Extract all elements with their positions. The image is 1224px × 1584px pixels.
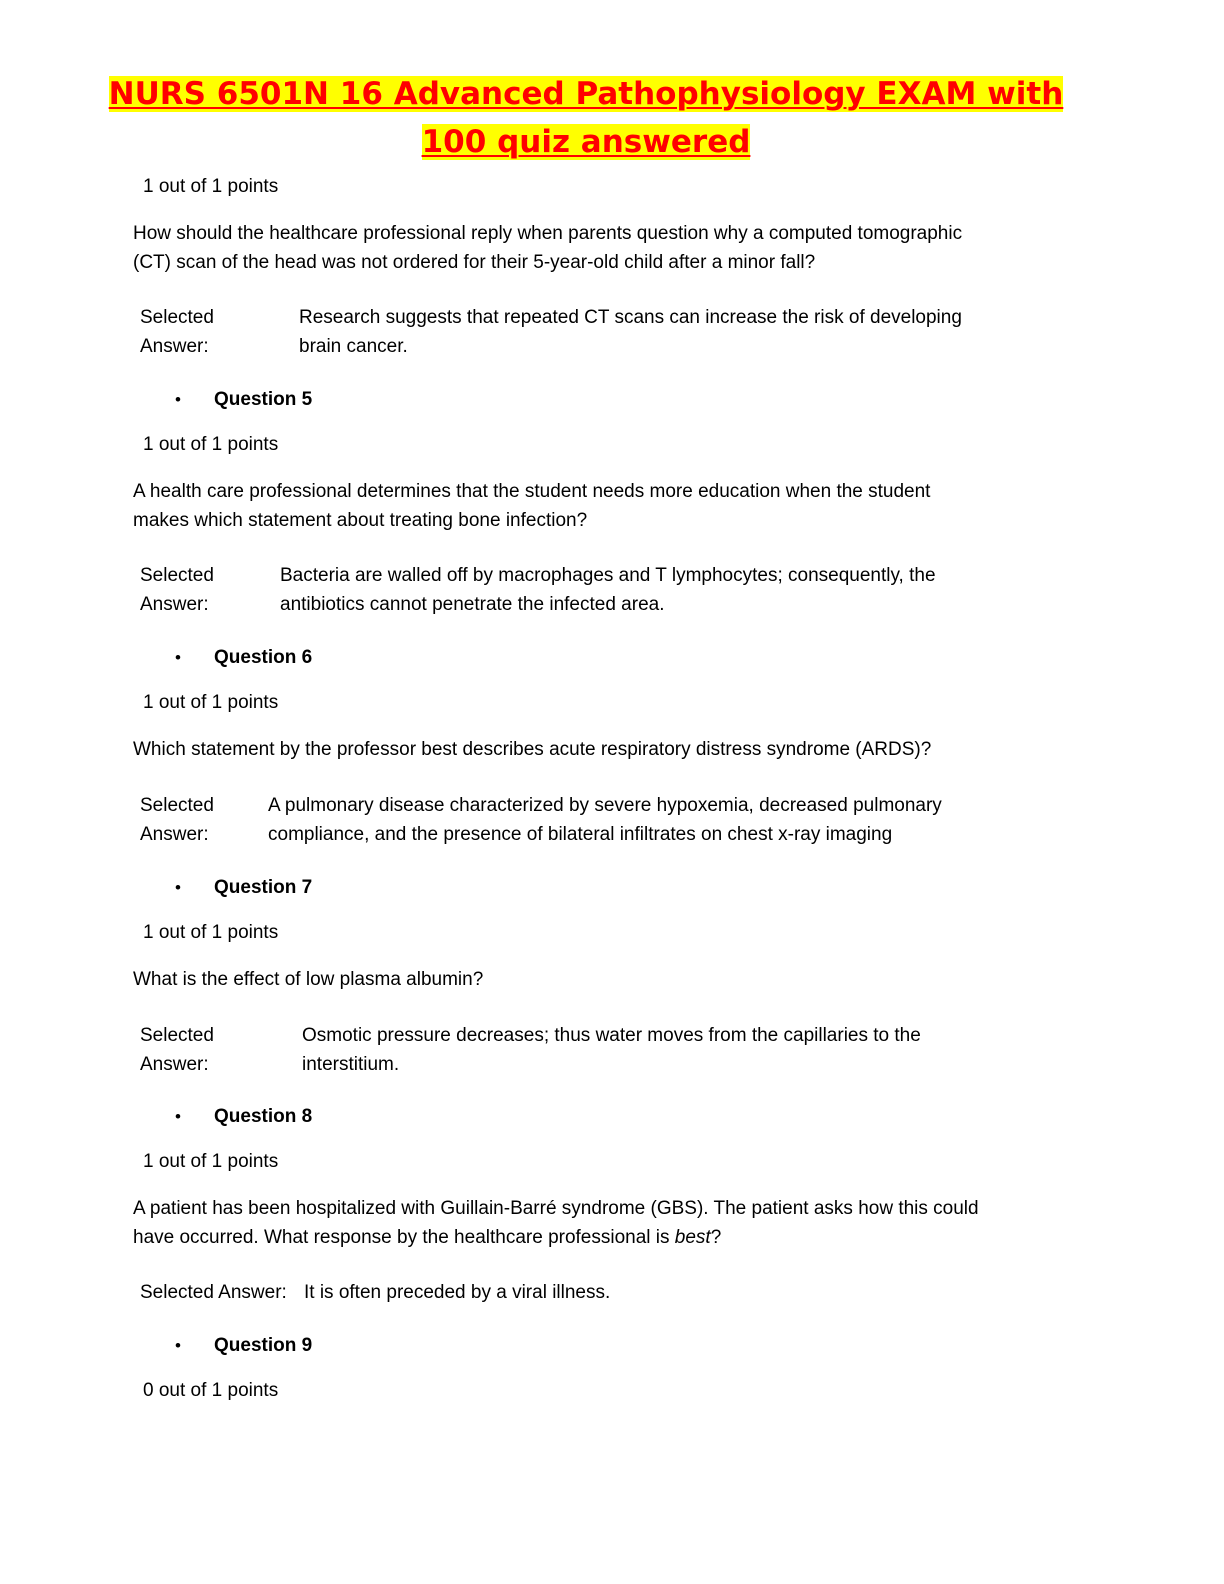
question-heading: Question 8: [214, 1106, 313, 1127]
selected-answer-label: Selected: [140, 795, 214, 816]
question-text-line: How should the healthcare professional reply when parents question why a computed tomographic: [133, 223, 963, 244]
question-text-line: What is the effect of low plasma albumin?: [133, 969, 484, 990]
selected-answer-text: compliance, and the presence of bilateral infiltrates on chest x-ray imaging: [268, 824, 893, 845]
bullet-icon: •: [175, 390, 181, 409]
title-line-1: NURS 6501N 16 Advanced Pathophysiology EXAM with: [108, 76, 1064, 112]
bullet-icon: •: [175, 878, 181, 897]
selected-answer-text: Bacteria are walled off by macrophages and T lymphocytes; consequently, the: [280, 565, 936, 586]
question-text-line: A patient has been hospitalized with Guillain-Barré syndrome (GBS). The patient asks how this could: [133, 1198, 979, 1219]
points-text: 0 out of 1 points: [143, 1380, 279, 1401]
selected-answer-label: Answer:: [140, 1054, 209, 1075]
selected-answer-text: Research suggests that repeated CT scans can increase the risk of developing: [299, 307, 962, 328]
question-heading: Question 9: [214, 1335, 313, 1356]
selected-answer-text: interstitium.: [302, 1054, 400, 1075]
points-text: 1 out of 1 points: [143, 176, 279, 197]
question-heading: Question 7: [214, 877, 313, 898]
question-text-line: (CT) scan of the head was not ordered for their 5-year-old child after a minor fall?: [133, 252, 816, 273]
question-text-line: [133, 1223, 721, 1252]
selected-answer-text: Osmotic pressure decreases; thus water moves from the capillaries to the: [302, 1025, 921, 1046]
document-title: [0, 70, 1172, 166]
question-heading: Question 6: [214, 647, 313, 668]
selected-answer-label: Answer:: [140, 594, 209, 615]
selected-answer-text: It is often preceded by a viral illness.: [304, 1282, 611, 1303]
points-text: 1 out of 1 points: [143, 434, 279, 455]
selected-answer-label: Answer:: [140, 336, 209, 357]
selected-answer-text: antibiotics cannot penetrate the infected area.: [280, 594, 665, 615]
selected-answer-label: Selected: [140, 307, 214, 328]
question-text-segment: ?: [710, 1227, 722, 1248]
selected-answer-label: Selected Answer:: [140, 1282, 287, 1303]
question-text-line: Which statement by the professor best describes acute respiratory distress syndrome (ARDS)?: [133, 739, 932, 760]
bullet-icon: •: [175, 648, 181, 667]
points-text: 1 out of 1 points: [143, 1151, 279, 1172]
selected-answer-text: A pulmonary disease characterized by severe hypoxemia, decreased pulmonary: [268, 795, 942, 816]
points-text: 1 out of 1 points: [143, 692, 279, 713]
question-text-line: A health care professional determines that the student needs more education when the student: [133, 481, 931, 502]
title-line-2: 100 quiz answered: [421, 124, 751, 160]
question-text-line: makes which statement about treating bone infection?: [133, 510, 588, 531]
question-heading: Question 5: [214, 389, 313, 410]
bullet-icon: •: [175, 1107, 181, 1126]
selected-answer-text: brain cancer.: [299, 336, 408, 357]
selected-answer-label: Selected: [140, 1025, 214, 1046]
bullet-icon: •: [175, 1336, 181, 1355]
selected-answer-label: Answer:: [140, 824, 209, 845]
selected-answer-label: Selected: [140, 565, 214, 586]
points-text: 1 out of 1 points: [143, 922, 279, 943]
question-emphasis: best: [674, 1227, 711, 1248]
question-text-segment: have occurred. What response by the healthcare professional is: [133, 1227, 675, 1248]
